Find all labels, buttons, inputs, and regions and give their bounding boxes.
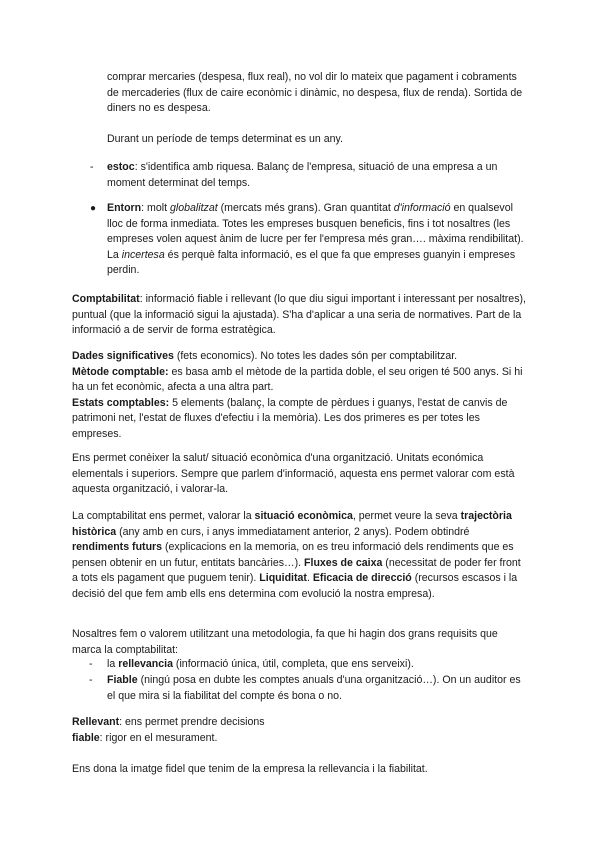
bullet-estoc: estoc: s'identifica amb riquesa. Balanç de l'empresa, situació de una empresa a un moment determinat del temps. [107, 161, 498, 189]
requisit-fiable: Fiable (ningú posa en dubte les comptes anuals d'una organització…). On un auditor es el que mira si la fiabilitat del compte és bona o no. [107, 674, 521, 702]
bullet-entorn: Entorn: molt globalitzat (mercats més grans). Gran quantitat d'informació en qualsevol lloc de forma inmediata. Totes les empreses busquen beneficis, fins i tot nosaltres (les empreses volen aquest ànim de lucre per fer l'empresa més gran…. màxima rendibilitat). La incertesa és perquè falta informació, es el que fa que empreses guanyin i empreses perdin. [107, 202, 524, 277]
paragraph-closing: Ens dona la imatge fidel que tenim de la empresa la rellevancia i la fiabilitat. [72, 763, 428, 775]
paragraph-rellevant-fiable: Rellevant: ens permet prendre decisions fiable: rigor en el mesurament. [72, 716, 265, 744]
intro-paragraph-2: Durant un període de temps determinat es un any. [107, 133, 343, 145]
paragraph-valorar: La comptabilitat ens permet, valorar la situació econòmica, permet veure la seva trajectòria històrica (any amb en curs, i anys immediatament anterior, 2 anys). Podem obtindré rendiments futurs (explicacions en la memoria, on es treu informació dels rendiments que es pensen obtenir en un futur, entitats bancàries…). Fluxes de caixa (necessitat de poder fer front a tots els pagament que puguem tenir). Liquiditat. Eficacia de direcció (recursos escasos i la decisió del que fem amb ells ens determina com evolució la nostra empresa). [72, 510, 521, 600]
term-comptabilitat: Comptabilitat [72, 293, 140, 305]
dash-bullet-marker: - [89, 658, 93, 670]
term-fiable: fiable [72, 731, 100, 744]
term-estoc: estoc [107, 161, 135, 173]
term-estats-comptables: Estats comptables: [72, 396, 170, 409]
paragraph-requisits-intro: Nosaltres fem o valorem utilitzant una metodologia, fa que hi hagin dos grans requisits que marca la comptabilitat: [72, 628, 498, 656]
term-entorn: Entorn [107, 202, 142, 214]
paragraph-definitions: Dades significatives (fets economics). No totes les dades són per comptabilitzar. Mètode comptable: es basa amb el mètode de la partida doble, el seu origen té 500 anys. Si hi ha un fet econòmic, afecta a una altra part. Estats comptables: 5 elements (balanç, la compte de pèrdues i guanys, l'estat de canvis de patrimoni net, l'estat de fluxes d'efectiu i la memòria). Les dos primeres es per totes les empreses. [72, 350, 523, 440]
paragraph-salut: Ens permet conèixer la salut/ situació econòmica d'una organització. Unitats económica elementals i superiors. Sempre que parlem d'informació, aquesta ens permet valorar com està aquesta organització, i valorar-la. [72, 452, 515, 496]
intro-paragraph-1: comprar mercaries (despesa, flux real), no vol dir lo mateix que pagament i cobraments de mercaderies (flux de caire econòmic i dinàmic, no despesa, flux de renda). Sortida de diners no es despesa. [107, 71, 523, 115]
term-rellevant: Rellevant [72, 716, 120, 728]
dash-bullet-marker: - [90, 161, 94, 173]
requisit-rellevancia: la rellevancia (informació única, útil, completa, que ens serveixi). [107, 658, 414, 670]
paragraph-comptabilitat: Comptabilitat: informació fiable i rellevant (lo que diu sigui important i interessant per nosaltres), puntual (que la informació sigui la ajustada). S'ha d'aplicar a una seria de normatives. Part de la informació a de servir de forma estratègica. [72, 293, 526, 337]
dash-bullet-marker: - [89, 674, 93, 686]
round-bullet-marker: ● [90, 203, 97, 214]
term-metode-comptable: Mètode comptable: [72, 365, 169, 378]
term-dades-significatives: Dades significatives [72, 350, 174, 362]
